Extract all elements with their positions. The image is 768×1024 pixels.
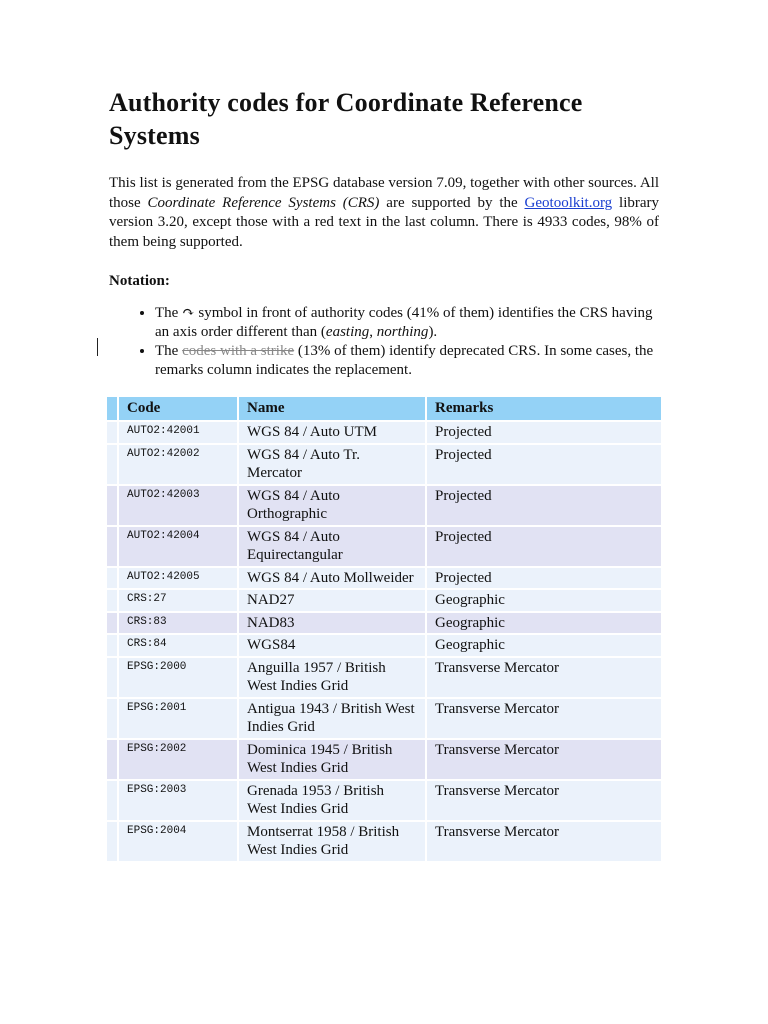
row-spacer <box>107 527 117 566</box>
row-spacer <box>107 613 117 634</box>
row-spacer <box>107 422 117 443</box>
table-row <box>107 590 661 611</box>
table-row <box>107 781 661 820</box>
row-spacer <box>107 740 117 779</box>
table-row <box>107 527 661 566</box>
row-spacer <box>107 486 117 525</box>
row-spacer <box>107 781 117 820</box>
notation-text: The <box>155 343 183 359</box>
remarks-cell: Transverse Mercator <box>425 699 661 738</box>
name-cell: NAD83 <box>237 613 425 634</box>
name-cell: Antigua 1943 / British West Indies Grid <box>237 699 425 738</box>
crs-table <box>107 395 661 863</box>
name-cell: WGS 84 / Auto UTM <box>237 422 425 443</box>
remarks-cell: Transverse Mercator <box>425 740 661 779</box>
northing-term: northing <box>376 324 429 340</box>
intro-paragraph <box>109 174 659 252</box>
document-page <box>109 86 659 863</box>
notation-text: symbol in front of authority codes (41% of them) identifies the CRS having an axis order different than ( <box>155 305 653 340</box>
table-row <box>107 635 661 656</box>
remarks-cell: Geographic <box>425 613 661 634</box>
name-cell: WGS84 <box>237 635 425 656</box>
remarks-cell: Transverse Mercator <box>425 781 661 820</box>
remarks-cell: Projected <box>425 527 661 566</box>
row-spacer <box>107 822 117 861</box>
name-cell: NAD27 <box>237 590 425 611</box>
strike-sample: codes with a strike <box>182 343 295 359</box>
name-cell: Montserrat 1958 / British West Indies Grid <box>237 822 425 861</box>
code-cell: EPSG:2003 <box>117 781 237 820</box>
code-cell: EPSG:2001 <box>117 699 237 738</box>
name-cell: WGS 84 / Auto Orthographic <box>237 486 425 525</box>
intro-text-3: library version 3.20, except those with a red text in the last column. There is 4933 codes, 98% of them being supported. <box>109 194 660 250</box>
code-cell: AUTO2:42002 <box>117 445 237 484</box>
table-row <box>107 486 661 525</box>
table-row <box>107 658 661 697</box>
code-cell: EPSG:2000 <box>117 658 237 697</box>
page-title: Authority codes for Coordinate Reference Systems <box>109 88 583 150</box>
column-header-code: Code <box>117 397 237 420</box>
table-row <box>107 568 661 589</box>
code-cell: AUTO2:42001 <box>117 422 237 443</box>
notation-text: The <box>155 305 183 321</box>
column-header-name: Name <box>237 397 425 420</box>
intro-text-1: This list is generated from the EPSG database version 7.09, together with other sources. All those <box>109 175 659 211</box>
easting-term: easting <box>325 324 370 340</box>
remarks-cell: Geographic <box>425 635 661 656</box>
geotoolkit-link[interactable]: Geotoolkit.org <box>524 194 613 211</box>
code-cell: AUTO2:42004 <box>117 527 237 566</box>
row-spacer <box>107 568 117 589</box>
text-cursor <box>97 338 98 356</box>
name-cell: WGS 84 / Auto Tr. Mercator <box>237 445 425 484</box>
notation-text: (13% of them) identify deprecated CRS. In some cases, the remarks column indicates the replacement. <box>155 343 654 378</box>
code-cell: AUTO2:42003 <box>117 486 237 525</box>
code-cell: AUTO2:42005 <box>117 568 237 589</box>
notation-list <box>109 304 659 380</box>
row-spacer <box>107 445 117 484</box>
row-spacer <box>107 635 117 656</box>
axis-swap-icon: ↷ <box>182 305 195 321</box>
table-row <box>107 740 661 779</box>
notation-text: ). <box>428 324 438 340</box>
notation-item-axis-order <box>155 304 659 342</box>
row-spacer <box>107 590 117 611</box>
column-header-remarks: Remarks <box>425 397 661 420</box>
remarks-cell: Projected <box>425 445 661 484</box>
notation-heading: Notation: <box>109 273 170 289</box>
remarks-cell: Projected <box>425 568 661 589</box>
notation-item-deprecated <box>155 342 659 380</box>
table-row <box>107 613 661 634</box>
table-row <box>107 422 661 443</box>
table-header-row <box>107 397 661 420</box>
table-row <box>107 822 661 861</box>
table-header-spacer <box>107 397 117 420</box>
remarks-cell: Projected <box>425 422 661 443</box>
name-cell: Anguilla 1957 / British West Indies Grid <box>237 658 425 697</box>
row-spacer <box>107 699 117 738</box>
intro-text-2: are supported by the <box>379 194 525 211</box>
code-cell: EPSG:2004 <box>117 822 237 861</box>
code-cell: EPSG:2002 <box>117 740 237 779</box>
table-row <box>107 699 661 738</box>
remarks-cell: Transverse Mercator <box>425 658 661 697</box>
remarks-cell: Transverse Mercator <box>425 822 661 861</box>
table-row <box>107 445 661 484</box>
crs-term: Coordinate Reference Systems (CRS) <box>147 194 380 211</box>
remarks-cell: Geographic <box>425 590 661 611</box>
name-cell: Dominica 1945 / British West Indies Grid <box>237 740 425 779</box>
table-body <box>107 422 661 861</box>
code-cell: CRS:27 <box>117 590 237 611</box>
remarks-cell: Projected <box>425 486 661 525</box>
name-cell: WGS 84 / Auto Mollweider <box>237 568 425 589</box>
code-cell: CRS:84 <box>117 635 237 656</box>
name-cell: WGS 84 / Auto Equirectangular <box>237 527 425 566</box>
notation-text: , <box>369 324 377 340</box>
row-spacer <box>107 658 117 697</box>
name-cell: Grenada 1953 / British West Indies Grid <box>237 781 425 820</box>
code-cell: CRS:83 <box>117 613 237 634</box>
